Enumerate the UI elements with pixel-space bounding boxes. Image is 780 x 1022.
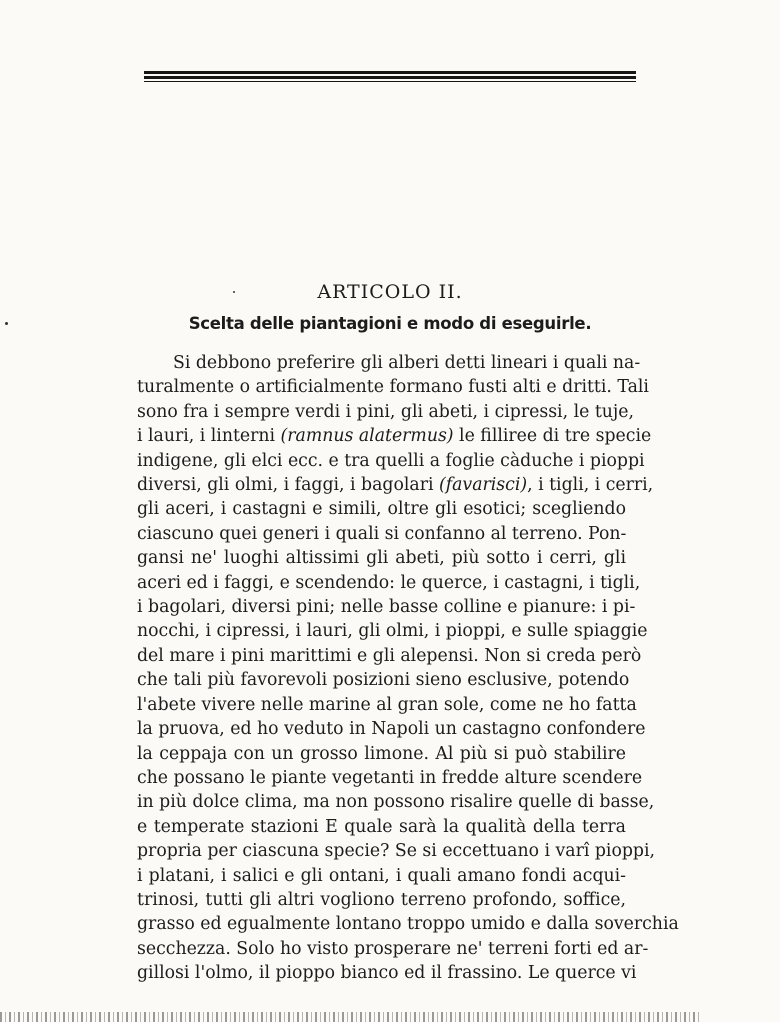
text-line: l'abete vivere nelle marine al gran sole, come ne ho fatta: [137, 694, 637, 715]
text-line: i lauri, i linterni (ramnus alatermus) le filliree di tre specie: [137, 426, 652, 447]
text-line: in più dolce clima, ma non possono risalire quelle di basse,: [137, 792, 655, 813]
italic-term: (favarisci): [438, 475, 528, 496]
text-line: gillosi l'olmo, il pioppo bianco ed il frassino. Le querce vi: [137, 963, 637, 984]
text-line: del mare i pini marittimi e gli alepensi. Non si creda però: [137, 645, 642, 666]
text-line: sono fra i sempre verdi i pini, gli abeti, i cipressi, le tuje,: [137, 401, 634, 422]
header-rule-thick: [144, 76, 636, 79]
text-line: che tali più favorevoli posizioni sieno esclusive, potendo: [137, 670, 630, 691]
text-line: turalmente o artificialmente formano fusti alti e dritti. Tali: [137, 377, 649, 398]
text-line: ciascuno quei generi i quali si confanno al terreno. Pon-: [137, 523, 627, 544]
text-line: secchezza. Solo ho visto prosperare ne' terreni forti ed ar-: [137, 938, 649, 959]
text-line: gansi ne' luoghi altissimi gli abeti, più sotto i cerri, gli: [137, 548, 626, 569]
text-line: e temperate stazioni E quale sarà la qualità della terra: [137, 816, 626, 837]
header-rule-thin: [144, 81, 636, 82]
text-line: trinosi, tutti gli altri vogliono terreno profondo, soffice,: [137, 889, 626, 910]
text-line: che possano le piante vegetanti in fredde alture scendere: [137, 767, 643, 788]
text-line: nocchi, i cipressi, i lauri, gli olmi, i pioppi, e sulle spiaggie: [137, 621, 648, 642]
text-line: la ceppaja con un grosso limone. Al più si può stabilire: [137, 743, 626, 764]
text-line: i platani, i salici e gli ontani, i quali amano fondi acqui-: [137, 865, 626, 886]
text-line: grasso ed egualmente lontano troppo umido e dalla soverchia: [137, 914, 679, 935]
text-line: diversi, gli olmi, i faggi, i bagolari (favarisci), i tigli, i cerri,: [137, 475, 654, 496]
text-line: i bagolari, diversi pini; nelle basse colline e pianure: i pi-: [137, 597, 636, 618]
body-paragraph: [137, 351, 679, 986]
text-line: Si debbono preferire gli alberi detti lineari i quali na-: [173, 353, 641, 373]
text-line: propria per ciascuna specie? Se si eccettuano i varî pioppi,: [137, 841, 655, 862]
article-subheading: Scelta delle piantagioni e modo di eseguirle.: [188, 314, 592, 333]
page-bottom-edge: [0, 1012, 700, 1022]
text-line: la pruova, ed ho veduto in Napoli un castagno confondere: [137, 719, 646, 740]
italic-term: (ramnus alatermus): [280, 426, 454, 447]
article-heading: ARTICOLO II.: [317, 281, 463, 303]
text-line: gli aceri, i castagni e simili, oltre gli esotici; scegliendo: [137, 499, 626, 520]
text-line: indigene, gli elci ecc. e tra quelli a foglie càduche i pioppi: [137, 450, 645, 471]
text-line: aceri ed i faggi, e scendendo: le querce, i castagni, i tigli,: [137, 572, 641, 593]
header-rule-thick: [144, 71, 636, 74]
